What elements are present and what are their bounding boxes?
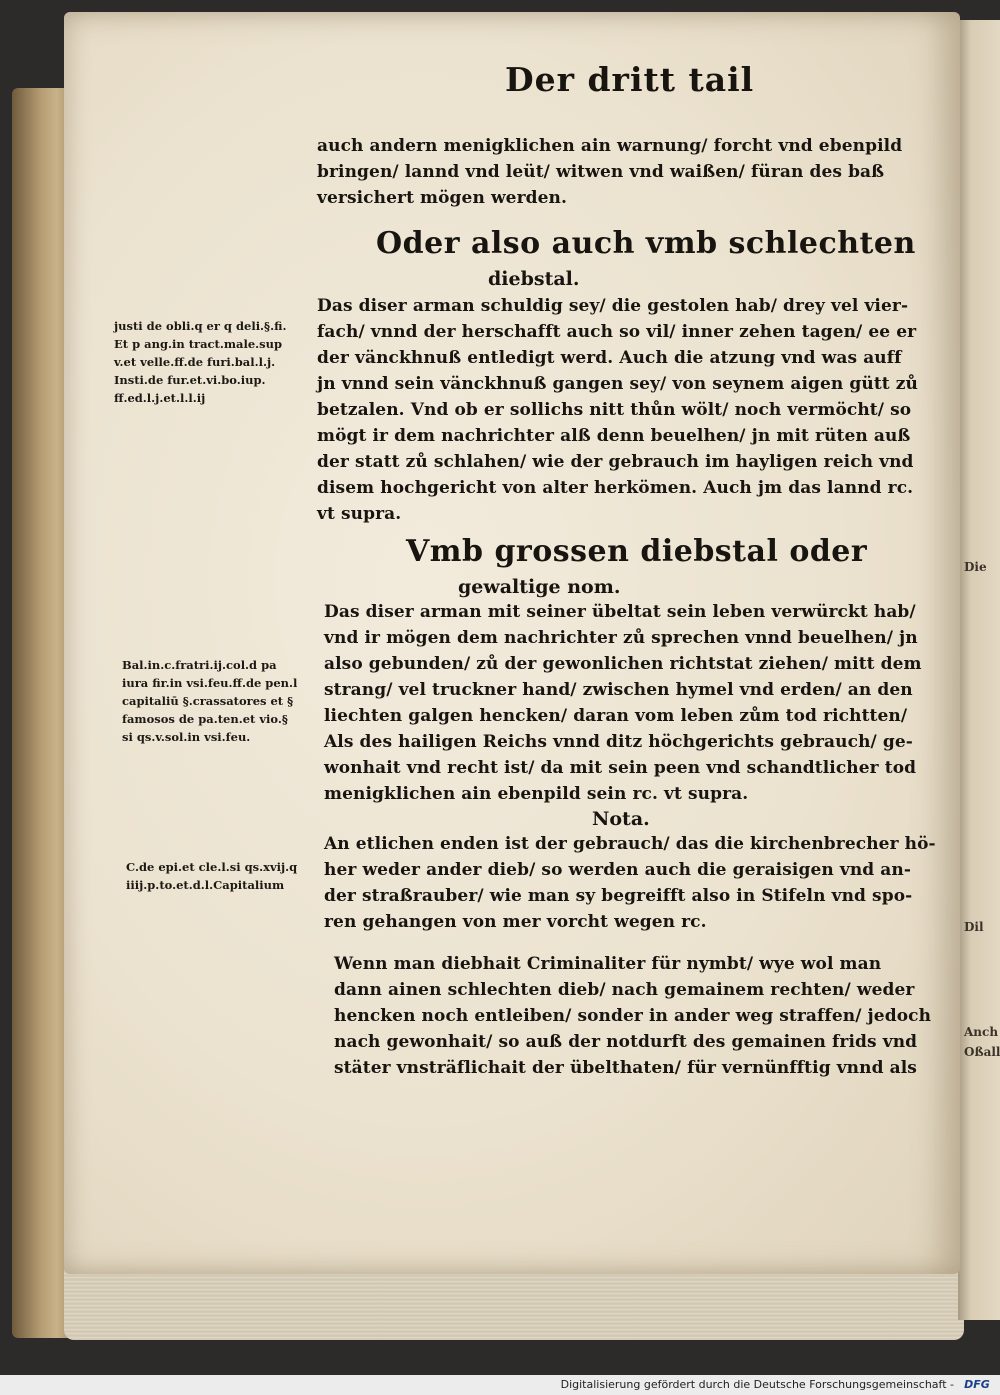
text-line: her weder ander dieb/ so werden auch die geraisigen vnd an- [324,860,912,880]
section-heading: Oder also auch vmb schlechten [376,226,916,261]
marginal-note: iura fir.in vsi.feu.ff.de pen.l [122,676,298,690]
text-line: der statt zů schlahen/ wie der gebrauch im hayligen reich vnd [317,452,914,472]
text-line: strang/ vel truckner hand/ zwischen hymel vnd erden/ an den [324,680,913,700]
text-line: stäter vnsträflichait der übelthaten/ für vernünfftig vnnd als [334,1058,917,1078]
text-line: vnd ir mögen dem nachrichter zů sprechen vnnd beuelhen/ jn [324,628,918,648]
text-line: fach/ vnnd der herschafft auch so vil/ inner zehen tagen/ ee er [317,322,917,342]
text-line: mögt ir dem nachrichter alß denn beuelhen/ jn mit rüten auß [317,426,911,446]
nota-heading: Nota. [592,808,650,830]
marginal-note: v.et velle.ff.de furi.bal.l.j. [114,355,276,369]
text-line: betzalen. Vnd ob er sollichs nitt thůn wölt/ noch vermöcht/ so [317,400,912,420]
text-line: versichert mögen werden. [317,188,568,208]
text-line: disem hochgericht von alter herkömen. Auch jm das lannd rc. [317,478,914,498]
marginal-note: ff.ed.l.j.et.l.l.ij [114,391,206,405]
text-line: jn vnnd sein vänckhnuß gangen sey/ von seynem aigen gütt zů [317,374,918,394]
facing-page-edge [958,20,1000,1320]
text-line: nach gewonhait/ so auß der notdurft des gemainen frids vnd [334,1032,918,1052]
marginal-note: si qs.v.sol.in vsi.feu. [122,730,251,744]
text-line: ren gehangen von mer vorcht wegen rc. [324,912,707,932]
text-line: menigklichen ain ebenpild sein rc. vt supra. [324,784,749,804]
text-line: der straßrauber/ wie man sy begreifft also in Stifeln vnd spo- [324,886,913,906]
facing-page-fragment: Dil [964,920,984,934]
text-line: wonhait vnd recht ist/ da mit sein peen vnd schandtlicher tod [324,758,917,778]
text-line: Als des hailigen Reichs vnnd ditz höchgerichts gebrauch/ ge- [324,732,913,752]
facing-page-fragment: Anch [964,1025,999,1039]
dfg-logo: DFG [964,1378,990,1391]
facing-page-fragment: Die [964,560,987,574]
marginal-note: Insti.de fur.et.vi.bo.iup. [114,373,266,387]
text-line: liechten galgen hencken/ daran vom leben zům tod richtten/ [324,706,908,726]
section-subheading: gewaltige nom. [458,576,621,598]
marginal-note: Et p ang.in tract.male.sup [114,337,283,351]
section-subheading: diebstal. [488,268,580,290]
marginal-note: C.de epi.et cle.l.si qs.xvij.q [126,860,298,874]
marginal-note: Bal.in.c.fratri.ij.col.d pa [122,658,277,672]
text-line: Wenn man diebhait Criminaliter für nymbt/ wye wol man [334,954,882,974]
marginal-note: iiij.p.to.et.d.l.Capitalium [126,878,285,892]
text-line: Das diser arman mit seiner übeltat sein leben verwürckt hab/ [324,602,916,622]
footer-bar [0,1375,1000,1395]
footer-credit: Digitalisierung gefördert durch die Deutsche Forschungsgemeinschaft - [560,1378,954,1391]
page-header: Der dritt tail [505,60,755,99]
text-line: hencken noch entleiben/ sonder in ander weg straffen/ jedoch [334,1006,932,1026]
marginal-note: famosos de pa.ten.et vio.§ [122,712,288,726]
book-page [64,12,960,1274]
page-block-edge [64,1270,964,1340]
text-line: An etlichen enden ist der gebrauch/ das die kirchenbrecher hö- [324,834,936,854]
text-line: der vänckhnuß entledigt werd. Auch die atzung vnd was auff [317,348,902,368]
facing-page-fragment: Oßall [964,1045,1000,1059]
section-heading: Vmb grossen diebstal oder [406,534,868,569]
text-line: auch andern menigklichen ain warnung/ forcht vnd ebenpild [317,136,903,156]
text-line: also gebunden/ zů der gewonlichen richtstat ziehen/ mitt dem [324,654,922,674]
marginal-note: capitaliū §.crassatores et § [122,694,294,708]
text-line: Das diser arman schuldig sey/ die gestolen hab/ drey vel vier- [317,296,909,316]
text-line: dann ainen schlechten dieb/ nach gemainem rechten/ weder [334,980,915,1000]
text-line: bringen/ lannd vnd leüt/ witwen vnd waißen/ füran des baß [317,162,885,182]
marginal-note: justi de obli.q er q deli.§.fi. [114,319,287,333]
text-line: vt supra. [317,504,402,524]
